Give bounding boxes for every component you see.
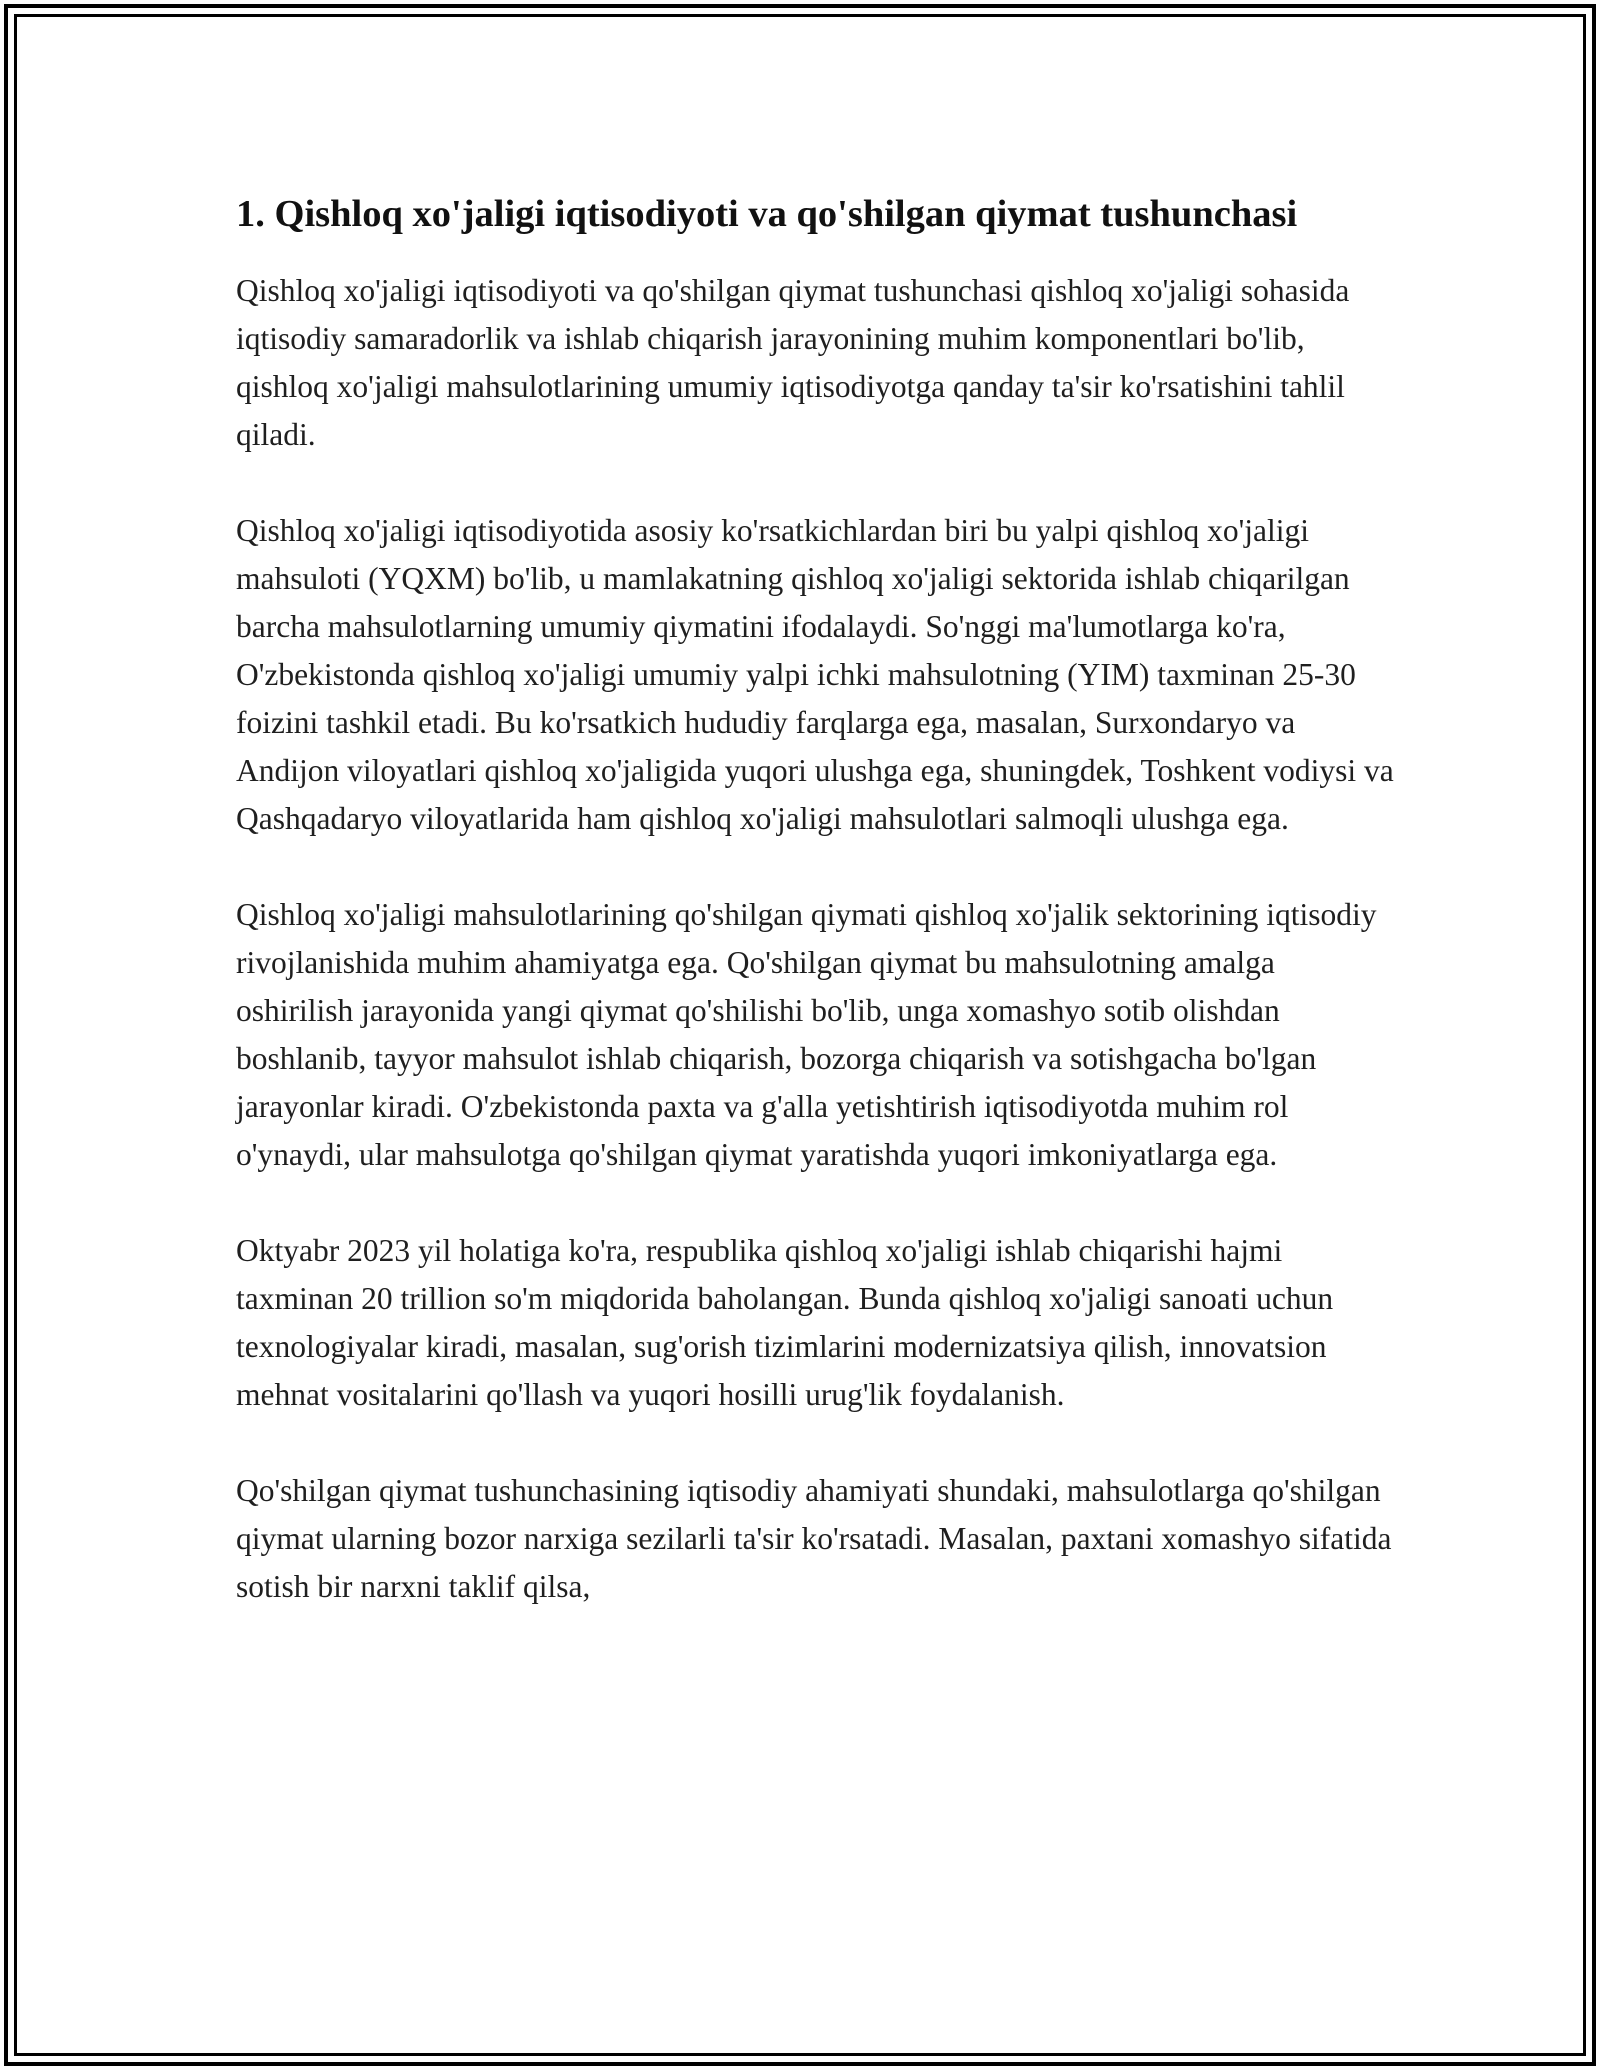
document-body [236,188,1396,1659]
paragraph-yqxm: Qishloq xo'jaligi iqtisodiyotida asosiy ko'rsatkichlardan biri bu yalpi qishloq xo'jaligi mahsuloti (YQXM) bo'lib, u mamlakatning qishloq xo'jaligi sektorida ishlab chiqarilgan barcha mahsulotlarning umumiy qiymatini ifodalaydi. So'nggi ma'lumotlarga ko'ra, O'zbekistonda qishloq xo'jaligi umumiy yalpi ichki mahsulotning (YIM) taxminan 25-30 foizini tashkil etadi. Bu ko'rsatkich hududiy farqlarga ega, masalan, Surxondaryo va Andijon viloyatlari qishloq xo'jaligida yuqori ulushga ega, shuningdek, Toshkent vodiysi va Qashqadaryo viloyatlarida ham qishloq xo'jaligi mahsulotlari salmoqli ulushga ega. [236,513,1394,836]
section-heading: 1. Qishloq xo'jaligi iqtisodiyoti va qo'shilgan qiymat tushunchasi [236,193,1298,235]
paragraph-added-value: Qishloq xo'jaligi mahsulotlarining qo'shilgan qiymati qishloq xo'jalik sektorining iqtisodiy rivojlanishida muhim ahamiyatga ega. Qo'shilgan qiymat bu mahsulotning amalga oshirilish jarayonida yangi qiymat qo'shilishi bo'lib, unga xomashyo sotib olishdan boshlanib, tayyor mahsulot ishlab chiqarish, bozorga chiqarish va sotishgacha bo'lgan jarayonlar kiradi. O'zbekistonda paxta va g'alla yetishtirish iqtisodiyotda muhim rol o'ynaydi, ular mahsulotga qo'shilgan qiymat yaratishda yuqori imkoniyatlarga ega. [236,897,1377,1172]
paragraph-economic-significance: Qo'shilgan qiymat tushunchasining iqtisodiy ahamiyati shundaki, mahsulotlarga qo'shilgan qiymat ularning bozor narxiga sezilarli ta'sir ko'rsatadi. Masalan, paxtani xomashyo sifatida sotish bir narxni taklif qilsa, [236,1473,1392,1604]
paragraph-october-2023: Oktyabr 2023 yil holatiga ko'ra, respublika qishloq xo'jaligi ishlab chiqarishi hajmi taxminan 20 trillion so'm miqdorida baholangan. Bunda qishloq xo'jaligi sanoati uchun texnologiyalar kiradi, masalan, sug'orish tizimlarini modernizatsiya qilish, innovatsion mehnat vositalarini qo'llash va yuqori hosilli urug'lik foydalanish. [236,1233,1334,1412]
paragraph-intro: Qishloq xo'jaligi iqtisodiyoti va qo'shilgan qiymat tushunchasi qishloq xo'jaligi sohasida iqtisodiy samaradorlik va ishlab chiqarish jarayonining muhim komponentlari bo'lib, qishloq xo'jaligi mahsulotlarining umumiy iqtisodiyotga qanday ta'sir ko'rsatishini tahlil qiladi. [236,273,1350,452]
